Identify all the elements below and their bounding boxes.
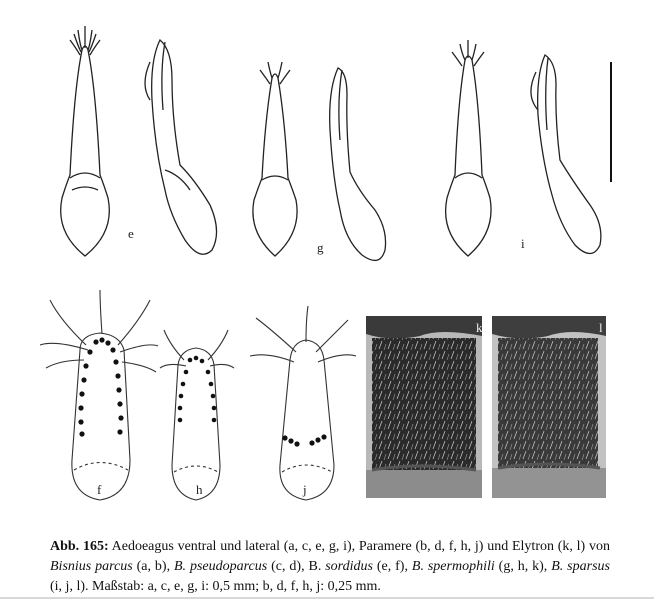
aedoeagus-e-ventral (61, 26, 110, 256)
caption-text: (i, j, l). Maßstab: a, c, e, g, i: 0,5 mm; b, d, f, h, j: 0,25 mm. (50, 579, 381, 594)
panel-label-f: f (97, 482, 102, 497)
paramere-f (40, 290, 158, 500)
paramere-j (250, 306, 356, 500)
caption-text: (c, d), B. (267, 559, 326, 574)
paramere-h (160, 330, 234, 500)
panel-label-i: i (521, 236, 525, 251)
species-name: B. sparsus (551, 559, 610, 574)
species-name: Bisnius parcus (50, 559, 133, 574)
page-divider (0, 597, 654, 599)
panel-label-h: h (196, 482, 203, 497)
aedoeagus-e-lateral (145, 40, 217, 254)
aedoeagus-i-ventral (446, 40, 491, 256)
caption-text: (a, b), (132, 559, 174, 574)
species-name: B. spermophili (411, 559, 495, 574)
species-name: sordidus (325, 559, 373, 574)
panel-label-k: k (476, 320, 483, 335)
paramere-j-setae (282, 434, 326, 446)
figure-caption (50, 537, 610, 597)
elytron-photo-l (492, 316, 606, 498)
aedoeagus-g-lateral (330, 68, 386, 260)
panel-label-j: j (303, 482, 307, 497)
aedoeagus-i-lateral (531, 55, 601, 254)
caption-text: Aedoeagus ventral und lateral (a, c, e, g, i), Paramere (b, d, f, h, j) und Elytron (k, l) von (108, 539, 610, 554)
elytron-photo-k (366, 316, 482, 498)
caption-text: (g, h, k), (494, 559, 552, 574)
aedoeagus-g-ventral (253, 62, 297, 256)
paramere-f-setae (78, 337, 123, 436)
panel-label-g: g (317, 240, 324, 255)
caption-text: (e, f), (372, 559, 412, 574)
panel-label-l: l (599, 320, 603, 335)
panel-label-e: e (128, 226, 134, 241)
species-name: B. pseudoparcus (174, 559, 268, 574)
caption-label: Abb. 165: (50, 539, 109, 554)
